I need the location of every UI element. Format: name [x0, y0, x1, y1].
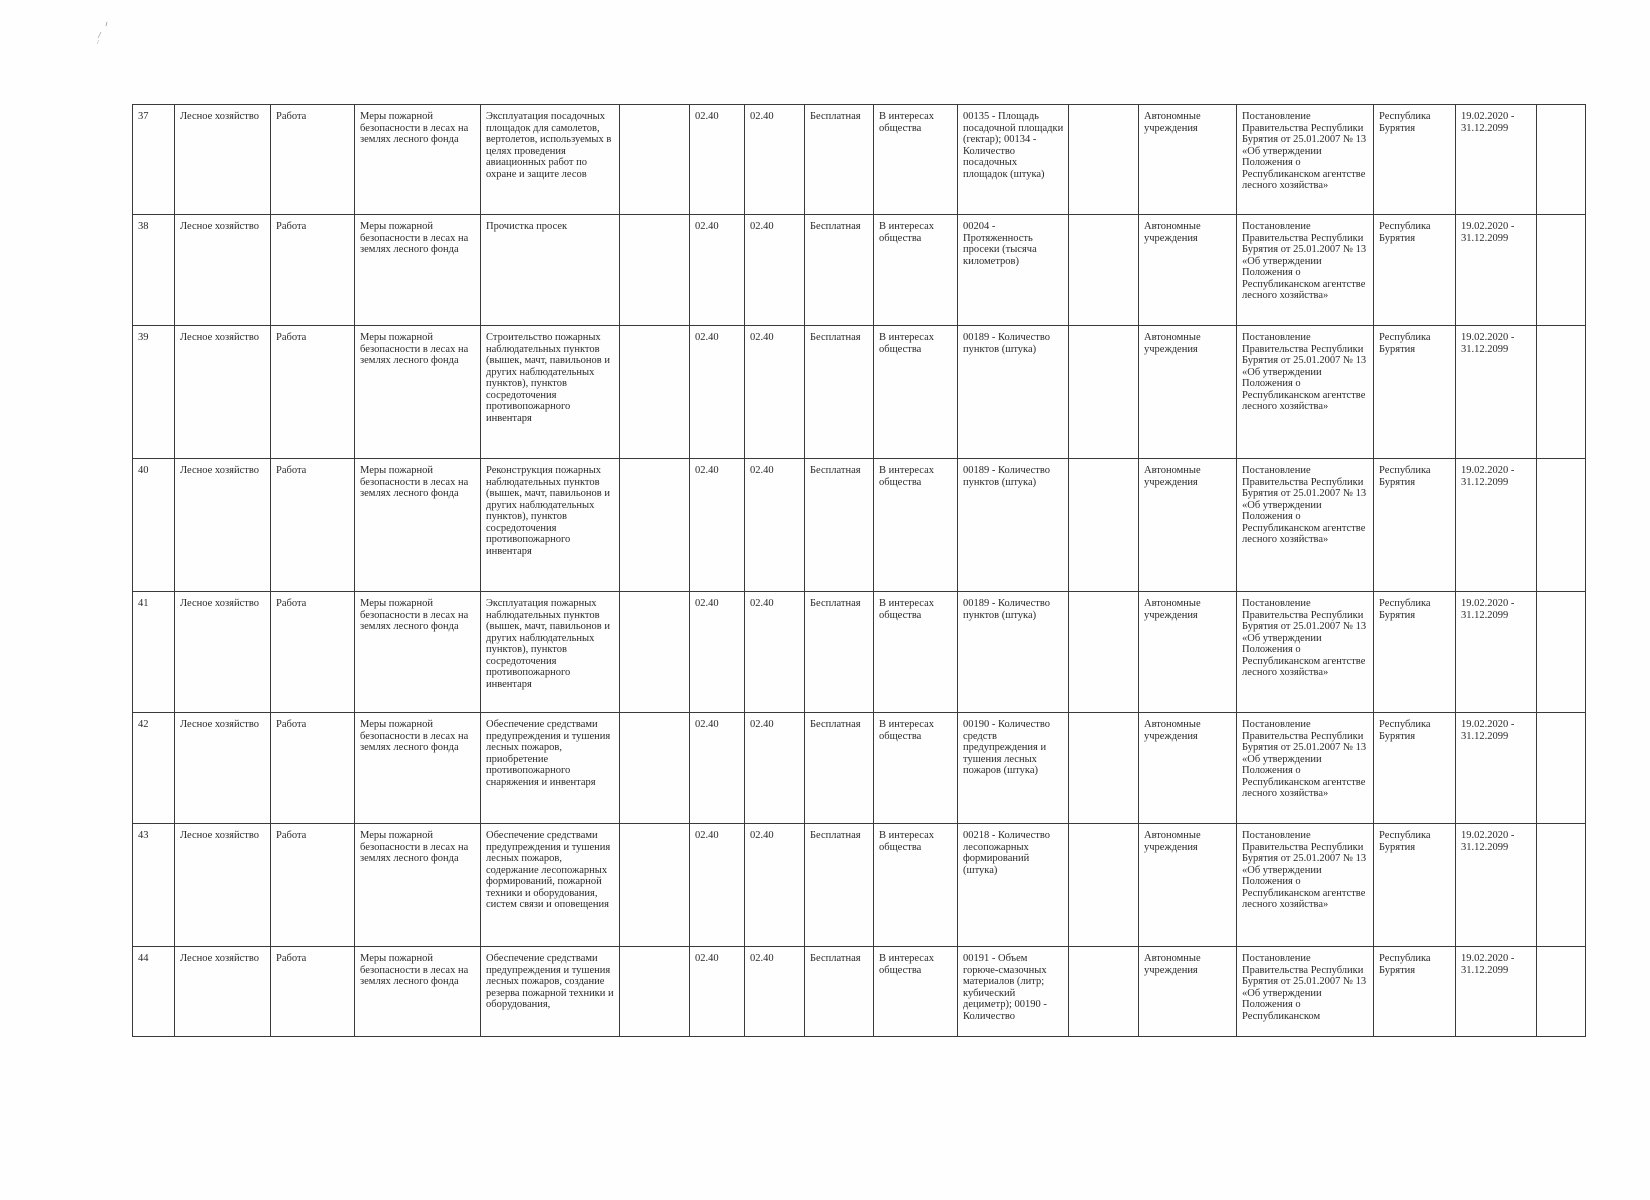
okved-code-2-cell: 02.40	[745, 105, 805, 215]
measure-cell: Меры пожарной безопасности в лесах на землях лесного фонда	[355, 947, 481, 1037]
empty-cell	[620, 105, 690, 215]
payment-type-cell: Бесплатная	[805, 459, 874, 592]
kind-cell: Работа	[271, 105, 355, 215]
work-content-cell: Обеспечение средствами предупреждения и тушения лесных пожаров, содержание лесопожарных формирований, пожарной техники и оборудования, систем связи и оповещения	[481, 824, 620, 947]
empty-cell	[620, 592, 690, 713]
validity-period-cell: 19.02.2020 - 31.12.2099	[1456, 215, 1537, 326]
empty-cell	[1069, 105, 1139, 215]
empty-cell	[1537, 824, 1586, 947]
kind-cell: Работа	[271, 713, 355, 824]
sector-cell: Лесное хозяйство	[175, 105, 271, 215]
table-row	[133, 592, 1586, 713]
institution-type-cell: Автономные учреждения	[1139, 459, 1237, 592]
empty-cell	[620, 947, 690, 1037]
okved-code-2-cell: 02.40	[745, 326, 805, 459]
institution-type-cell: Автономные учреждения	[1139, 824, 1237, 947]
table-row	[133, 105, 1586, 215]
volume-indicator-cell: 00204 - Протяженность просеки (тысяча километров)	[958, 215, 1069, 326]
work-content-cell: Обеспечение средствами предупреждения и тушения лесных пожаров, создание резерва пожарной техники и оборудования,	[481, 947, 620, 1037]
row-number-cell: 38	[133, 215, 175, 326]
institution-type-cell: Автономные учреждения	[1139, 326, 1237, 459]
okved-code-cell: 02.40	[690, 459, 745, 592]
consumer-cell: В интересах общества	[874, 105, 958, 215]
empty-cell	[620, 459, 690, 592]
okved-code-cell: 02.40	[690, 824, 745, 947]
volume-indicator-cell: 00189 - Количество пунктов (штука)	[958, 459, 1069, 592]
validity-period-cell: 19.02.2020 - 31.12.2099	[1456, 824, 1537, 947]
validity-period-cell: 19.02.2020 - 31.12.2099	[1456, 326, 1537, 459]
sector-cell: Лесное хозяйство	[175, 947, 271, 1037]
legal-act-cell: Постановление Правительства Республики Бурятия от 25.01.2007 № 13 «Об утверждении Положения о Республиканском агентстве лесного хозяйства»	[1237, 215, 1374, 326]
consumer-cell: В интересах общества	[874, 824, 958, 947]
kind-cell: Работа	[271, 947, 355, 1037]
table-row	[133, 824, 1586, 947]
row-number-cell: 41	[133, 592, 175, 713]
measure-cell: Меры пожарной безопасности в лесах на землях лесного фонда	[355, 459, 481, 592]
kind-cell: Работа	[271, 459, 355, 592]
payment-type-cell: Бесплатная	[805, 947, 874, 1037]
empty-cell	[1537, 326, 1586, 459]
institution-type-cell: Автономные учреждения	[1139, 105, 1237, 215]
empty-cell	[620, 215, 690, 326]
validity-period-cell: 19.02.2020 - 31.12.2099	[1456, 592, 1537, 713]
work-content-cell: Строительство пожарных наблюдательных пунктов (вышек, мачт, павильонов и других наблюдательных пунктов), пунктов сосредоточения противопожарного инвентаря	[481, 326, 620, 459]
okved-code-2-cell: 02.40	[745, 947, 805, 1037]
row-number-cell: 39	[133, 326, 175, 459]
table-row	[133, 215, 1586, 326]
region-cell: Республика Бурятия	[1374, 713, 1456, 824]
table-row	[133, 459, 1586, 592]
empty-cell	[1069, 215, 1139, 326]
region-cell: Республика Бурятия	[1374, 459, 1456, 592]
region-cell: Республика Бурятия	[1374, 947, 1456, 1037]
legal-act-cell: Постановление Правительства Республики Бурятия от 25.01.2007 № 13 «Об утверждении Положения о Республиканском агентстве лесного хозяйства»	[1237, 459, 1374, 592]
okved-code-2-cell: 02.40	[745, 824, 805, 947]
volume-indicator-cell: 00189 - Количество пунктов (штука)	[958, 592, 1069, 713]
consumer-cell: В интересах общества	[874, 326, 958, 459]
scan-artifact-mark	[95, 20, 109, 46]
work-content-cell: Реконструкция пожарных наблюдательных пунктов (вышек, мачт, павильонов и других наблюдательных пунктов), пунктов сосредоточения противопожарного инвентаря	[481, 459, 620, 592]
okved-code-2-cell: 02.40	[745, 459, 805, 592]
sector-cell: Лесное хозяйство	[175, 592, 271, 713]
validity-period-cell: 19.02.2020 - 31.12.2099	[1456, 105, 1537, 215]
table-row	[133, 947, 1586, 1037]
region-cell: Республика Бурятия	[1374, 215, 1456, 326]
consumer-cell: В интересах общества	[874, 947, 958, 1037]
table-row	[133, 713, 1586, 824]
empty-cell	[1537, 592, 1586, 713]
empty-cell	[620, 824, 690, 947]
region-cell: Республика Бурятия	[1374, 592, 1456, 713]
okved-code-cell: 02.40	[690, 713, 745, 824]
empty-cell	[620, 713, 690, 824]
institution-type-cell: Автономные учреждения	[1139, 947, 1237, 1037]
okved-code-cell: 02.40	[690, 105, 745, 215]
row-number-cell: 44	[133, 947, 175, 1037]
legal-act-cell: Постановление Правительства Республики Бурятия от 25.01.2007 № 13 «Об утверждении Положения о Республиканском	[1237, 947, 1374, 1037]
okved-code-cell: 02.40	[690, 215, 745, 326]
institution-type-cell: Автономные учреждения	[1139, 713, 1237, 824]
validity-period-cell: 19.02.2020 - 31.12.2099	[1456, 713, 1537, 824]
sector-cell: Лесное хозяйство	[175, 459, 271, 592]
measure-cell: Меры пожарной безопасности в лесах на землях лесного фонда	[355, 105, 481, 215]
empty-cell	[1069, 592, 1139, 713]
measure-cell: Меры пожарной безопасности в лесах на землях лесного фонда	[355, 713, 481, 824]
institution-type-cell: Автономные учреждения	[1139, 592, 1237, 713]
measure-cell: Меры пожарной безопасности в лесах на землях лесного фонда	[355, 326, 481, 459]
kind-cell: Работа	[271, 215, 355, 326]
empty-cell	[1069, 713, 1139, 824]
empty-cell	[1069, 947, 1139, 1037]
payment-type-cell: Бесплатная	[805, 713, 874, 824]
empty-cell	[1069, 459, 1139, 592]
payment-type-cell: Бесплатная	[805, 592, 874, 713]
volume-indicator-cell: 00189 - Количество пунктов (штука)	[958, 326, 1069, 459]
legal-act-cell: Постановление Правительства Республики Бурятия от 25.01.2007 № 13 «Об утверждении Положения о Республиканском агентстве лесного хозяйства»	[1237, 326, 1374, 459]
okved-code-2-cell: 02.40	[745, 592, 805, 713]
work-content-cell: Обеспечение средствами предупреждения и тушения лесных пожаров, приобретение противопожарного снаряжения и инвентаря	[481, 713, 620, 824]
registry-table	[132, 104, 1586, 1037]
volume-indicator-cell: 00218 - Количество лесопожарных формирований (штука)	[958, 824, 1069, 947]
legal-act-cell: Постановление Правительства Республики Бурятия от 25.01.2007 № 13 «Об утверждении Положения о Республиканском агентстве лесного хозяйства»	[1237, 824, 1374, 947]
empty-cell	[1537, 105, 1586, 215]
consumer-cell: В интересах общества	[874, 713, 958, 824]
measure-cell: Меры пожарной безопасности в лесах на землях лесного фонда	[355, 215, 481, 326]
row-number-cell: 40	[133, 459, 175, 592]
payment-type-cell: Бесплатная	[805, 326, 874, 459]
volume-indicator-cell: 00190 - Количество средств предупреждения и тушения лесных пожаров (штука)	[958, 713, 1069, 824]
region-cell: Республика Бурятия	[1374, 105, 1456, 215]
row-number-cell: 43	[133, 824, 175, 947]
empty-cell	[1537, 947, 1586, 1037]
empty-cell	[620, 326, 690, 459]
empty-cell	[1537, 713, 1586, 824]
work-content-cell: Прочистка просек	[481, 215, 620, 326]
validity-period-cell: 19.02.2020 - 31.12.2099	[1456, 947, 1537, 1037]
sector-cell: Лесное хозяйство	[175, 713, 271, 824]
empty-cell	[1537, 459, 1586, 592]
sector-cell: Лесное хозяйство	[175, 215, 271, 326]
okved-code-cell: 02.40	[690, 326, 745, 459]
legal-act-cell: Постановление Правительства Республики Бурятия от 25.01.2007 № 13 «Об утверждении Положения о Республиканском агентстве лесного хозяйства»	[1237, 713, 1374, 824]
payment-type-cell: Бесплатная	[805, 215, 874, 326]
region-cell: Республика Бурятия	[1374, 326, 1456, 459]
kind-cell: Работа	[271, 326, 355, 459]
consumer-cell: В интересах общества	[874, 592, 958, 713]
sector-cell: Лесное хозяйство	[175, 824, 271, 947]
consumer-cell: В интересах общества	[874, 215, 958, 326]
okved-code-2-cell: 02.40	[745, 215, 805, 326]
payment-type-cell: Бесплатная	[805, 824, 874, 947]
row-number-cell: 37	[133, 105, 175, 215]
institution-type-cell: Автономные учреждения	[1139, 215, 1237, 326]
consumer-cell: В интересах общества	[874, 459, 958, 592]
empty-cell	[1537, 215, 1586, 326]
legal-act-cell: Постановление Правительства Республики Бурятия от 25.01.2007 № 13 «Об утверждении Положения о Республиканском агентстве лесного хозяйства»	[1237, 592, 1374, 713]
empty-cell	[1069, 326, 1139, 459]
region-cell: Республика Бурятия	[1374, 824, 1456, 947]
okved-code-cell: 02.40	[690, 947, 745, 1037]
volume-indicator-cell: 00135 - Площадь посадочной площадки (гектар); 00134 - Количество посадочных площадок (штука)	[958, 105, 1069, 215]
okved-code-2-cell: 02.40	[745, 713, 805, 824]
measure-cell: Меры пожарной безопасности в лесах на землях лесного фонда	[355, 824, 481, 947]
validity-period-cell: 19.02.2020 - 31.12.2099	[1456, 459, 1537, 592]
sector-cell: Лесное хозяйство	[175, 326, 271, 459]
measure-cell: Меры пожарной безопасности в лесах на землях лесного фонда	[355, 592, 481, 713]
okved-code-cell: 02.40	[690, 592, 745, 713]
volume-indicator-cell: 00191 - Объем горюче-смазочных материалов (литр; кубический дециметр); 00190 - Количество	[958, 947, 1069, 1037]
row-number-cell: 42	[133, 713, 175, 824]
legal-act-cell: Постановление Правительства Республики Бурятия от 25.01.2007 № 13 «Об утверждении Положения о Республиканском агентстве лесного хозяйства»	[1237, 105, 1374, 215]
kind-cell: Работа	[271, 592, 355, 713]
kind-cell: Работа	[271, 824, 355, 947]
payment-type-cell: Бесплатная	[805, 105, 874, 215]
work-content-cell: Эксплуатация посадочных площадок для самолетов, вертолетов, используемых в целях проведения авиационных работ по охране и защите лесов	[481, 105, 620, 215]
table-body	[133, 105, 1586, 1037]
empty-cell	[1069, 824, 1139, 947]
table-row	[133, 326, 1586, 459]
work-content-cell: Эксплуатация пожарных наблюдательных пунктов (вышек, мачт, павильонов и других наблюдательных пунктов), пунктов сосредоточения противопожарного инвентаря	[481, 592, 620, 713]
